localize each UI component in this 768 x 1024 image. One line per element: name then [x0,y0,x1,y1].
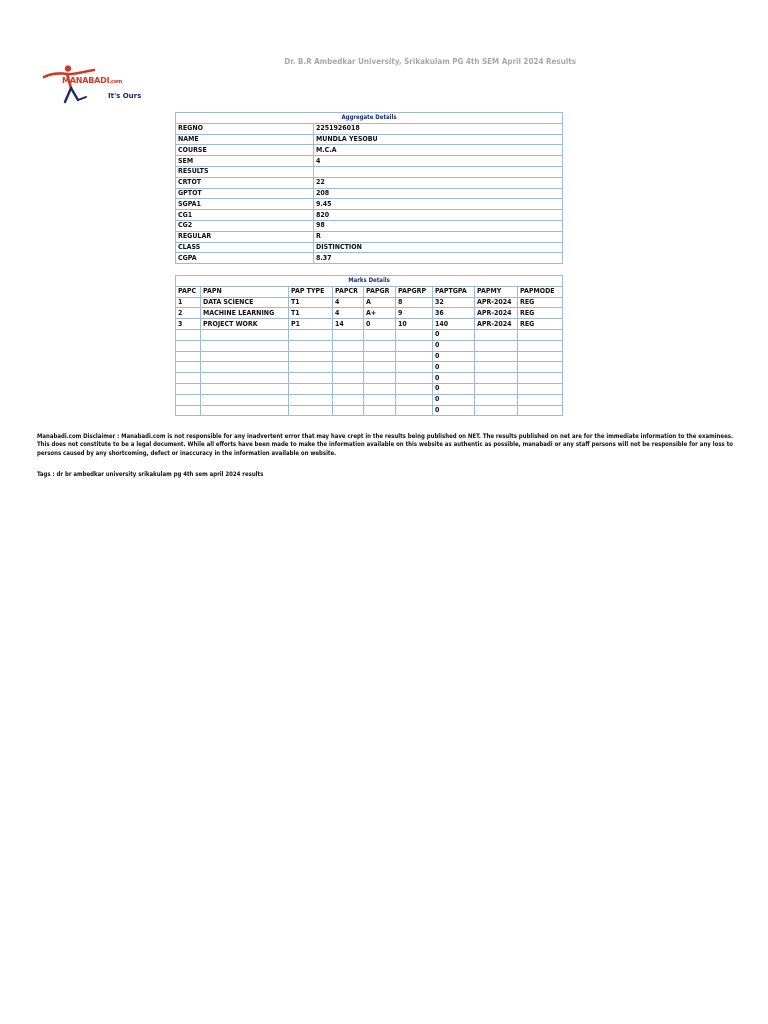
marks-cell [364,373,396,384]
marks-cell [396,405,433,416]
marks-cell: 2 [176,308,201,319]
marks-cell [333,362,364,373]
marks-row [176,297,563,308]
marks-row [176,394,563,405]
marks-cell [333,373,364,384]
aggregate-value: 820 [314,210,563,221]
aggregate-row [176,210,563,221]
marks-cell [364,383,396,394]
marks-cell [364,405,396,416]
marks-cell [201,340,289,351]
logo-tagline: It's Ours [108,92,142,100]
aggregate-row [176,134,563,145]
marks-header-cell: PAPMY [475,286,518,297]
marks-cell [364,351,396,362]
aggregate-value: 4 [314,156,563,167]
marks-cell: 0 [433,373,475,384]
marks-cell: 10 [396,319,433,330]
marks-cell: MACHINE LEARNING [201,308,289,319]
marks-cell [396,394,433,405]
marks-cell: 0 [433,383,475,394]
marks-cell: 0 [433,340,475,351]
marks-cell [289,405,333,416]
aggregate-caption-row [176,113,563,124]
marks-cell [396,373,433,384]
marks-cell: APR-2024 [475,308,518,319]
marks-cell: APR-2024 [475,319,518,330]
aggregate-caption: Aggregate Details [176,113,563,124]
aggregate-label: RESULTS [176,166,314,177]
marks-cell: A+ [364,308,396,319]
aggregate-value: 208 [314,188,563,199]
marks-cell [475,351,518,362]
marks-cell [176,373,201,384]
marks-cell: 14 [333,319,364,330]
marks-cell [289,351,333,362]
manabadi-logo[interactable] [42,64,152,104]
marks-cell [289,394,333,405]
marks-cell: 0 [433,362,475,373]
marks-cell [364,394,396,405]
marks-cell [333,383,364,394]
marks-cell: T1 [289,308,333,319]
marks-cell: P1 [289,319,333,330]
marks-cell: A [364,297,396,308]
marks-row [176,319,563,330]
marks-cell: 9 [396,308,433,319]
marks-header-cell: PAPGRP [396,286,433,297]
marks-cell [396,351,433,362]
marks-cell [201,329,289,340]
marks-cell [176,329,201,340]
aggregate-label: NAME [176,134,314,145]
marks-cell [176,394,201,405]
marks-cell [518,383,563,394]
marks-cell [201,394,289,405]
marks-details-table [175,275,563,416]
aggregate-label: CLASS [176,242,314,253]
aggregate-row [176,242,563,253]
marks-cell [333,351,364,362]
marks-cell: 140 [433,319,475,330]
tags-text: Tags : dr br ambedkar university srikakulam pg 4th sem april 2024 results [37,471,264,478]
marks-cell [518,362,563,373]
marks-cell: 1 [176,297,201,308]
disclaimer-text: Manabadi.com Disclaimer : Manabadi.com is not responsible for any inadvertent error that may have crept in the results being published on NET. The results published on net are for the immediate information to the examinees. This does not constitute to be a legal document. While all efforts have been made to make the information available on this website as authentic as possible, manabadi or any staff persons will not be responsible for any loss to persons caused by any shortcoming, defect or inaccuracy in the information available on website. [37,433,733,457]
marks-header-cell: PAPMODE [518,286,563,297]
marks-header-cell: PAPC [176,286,201,297]
aggregate-value: DISTINCTION [314,242,563,253]
marks-row [176,329,563,340]
aggregate-row [176,253,563,264]
marks-row [176,351,563,362]
aggregate-details-table [175,112,563,264]
marks-cell [475,340,518,351]
marks-cell [333,340,364,351]
aggregate-label: GPTOT [176,188,314,199]
marks-cell [176,351,201,362]
marks-cell [475,383,518,394]
marks-cell [364,340,396,351]
marks-cell [396,383,433,394]
logo-brand-text [62,76,122,85]
marks-cell [518,329,563,340]
marks-cell: 3 [176,319,201,330]
aggregate-row [176,231,563,242]
aggregate-label: CGPA [176,253,314,264]
marks-cell [289,329,333,340]
marks-cell [333,329,364,340]
marks-cell [518,405,563,416]
marks-row [176,373,563,384]
aggregate-row [176,199,563,210]
marks-caption-row [176,276,563,287]
marks-cell [475,362,518,373]
marks-header-cell: PAPCR [333,286,364,297]
aggregate-label: CG2 [176,220,314,231]
marks-cell [475,405,518,416]
aggregate-value: M.C.A [314,145,563,156]
marks-cell [289,340,333,351]
aggregate-value: 22 [314,177,563,188]
marks-cell: 0 [364,319,396,330]
marks-cell [176,383,201,394]
aggregate-row [176,156,563,167]
marks-cell [201,383,289,394]
marks-cell: APR-2024 [475,297,518,308]
marks-cell [201,373,289,384]
marks-header-cell: PAPN [201,286,289,297]
marks-cell: 36 [433,308,475,319]
aggregate-value: 8.37 [314,253,563,264]
marks-cell [518,340,563,351]
aggregate-label: SGPA1 [176,199,314,210]
marks-cell: DATA SCIENCE [201,297,289,308]
marks-cell [201,362,289,373]
marks-cell: 32 [433,297,475,308]
aggregate-value: 98 [314,220,563,231]
marks-header-row [176,286,563,297]
aggregate-value: R [314,231,563,242]
aggregate-row [176,145,563,156]
aggregate-label: COURSE [176,145,314,156]
marks-row [176,362,563,373]
aggregate-value: 2251926018 [314,123,563,134]
marks-row [176,308,563,319]
marks-cell [289,362,333,373]
marks-row [176,405,563,416]
marks-cell: 4 [333,297,364,308]
marks-cell: REG [518,319,563,330]
logo-brand: MANABADI [62,76,110,85]
marks-row [176,340,563,351]
aggregate-value: 9.45 [314,199,563,210]
marks-cell [364,329,396,340]
marks-cell [176,340,201,351]
marks-cell [333,394,364,405]
marks-cell: REG [518,308,563,319]
aggregate-value: MUNDLA YESOBU [314,134,563,145]
marks-cell: REG [518,297,563,308]
marks-cell [396,340,433,351]
page-title: Dr. B.R Ambedkar University, Srikakulam PG 4th SEM April 2024 Results [284,57,576,66]
marks-cell [396,329,433,340]
marks-cell [475,394,518,405]
marks-cell: T1 [289,297,333,308]
marks-cell [201,351,289,362]
marks-header-cell: PAPGR [364,286,396,297]
marks-cell [176,362,201,373]
marks-cell [201,405,289,416]
marks-cell [475,329,518,340]
aggregate-label: CG1 [176,210,314,221]
marks-cell: 0 [433,329,475,340]
marks-cell: PROJECT WORK [201,319,289,330]
marks-cell [176,405,201,416]
marks-header-cell: PAP TYPE [289,286,333,297]
marks-caption: Marks Details [176,276,563,287]
marks-cell [364,362,396,373]
marks-cell [518,394,563,405]
aggregate-label: REGULAR [176,231,314,242]
logo-domain: .com [109,79,123,85]
aggregate-row [176,166,563,177]
marks-cell: 0 [433,394,475,405]
marks-cell: 4 [333,308,364,319]
marks-cell [475,373,518,384]
marks-header-cell: PAPTGPA [433,286,475,297]
aggregate-row [176,123,563,134]
marks-cell [289,383,333,394]
marks-cell: 8 [396,297,433,308]
marks-cell [333,405,364,416]
aggregate-label: REGNO [176,123,314,134]
aggregate-label: SEM [176,156,314,167]
marks-cell [289,373,333,384]
marks-cell: 0 [433,351,475,362]
aggregate-row [176,220,563,231]
aggregate-row [176,177,563,188]
aggregate-label: CRTOT [176,177,314,188]
marks-row [176,383,563,394]
marks-cell: 0 [433,405,475,416]
marks-cell [396,362,433,373]
marks-cell [518,351,563,362]
aggregate-row [176,188,563,199]
marks-cell [518,373,563,384]
aggregate-value [314,166,563,177]
